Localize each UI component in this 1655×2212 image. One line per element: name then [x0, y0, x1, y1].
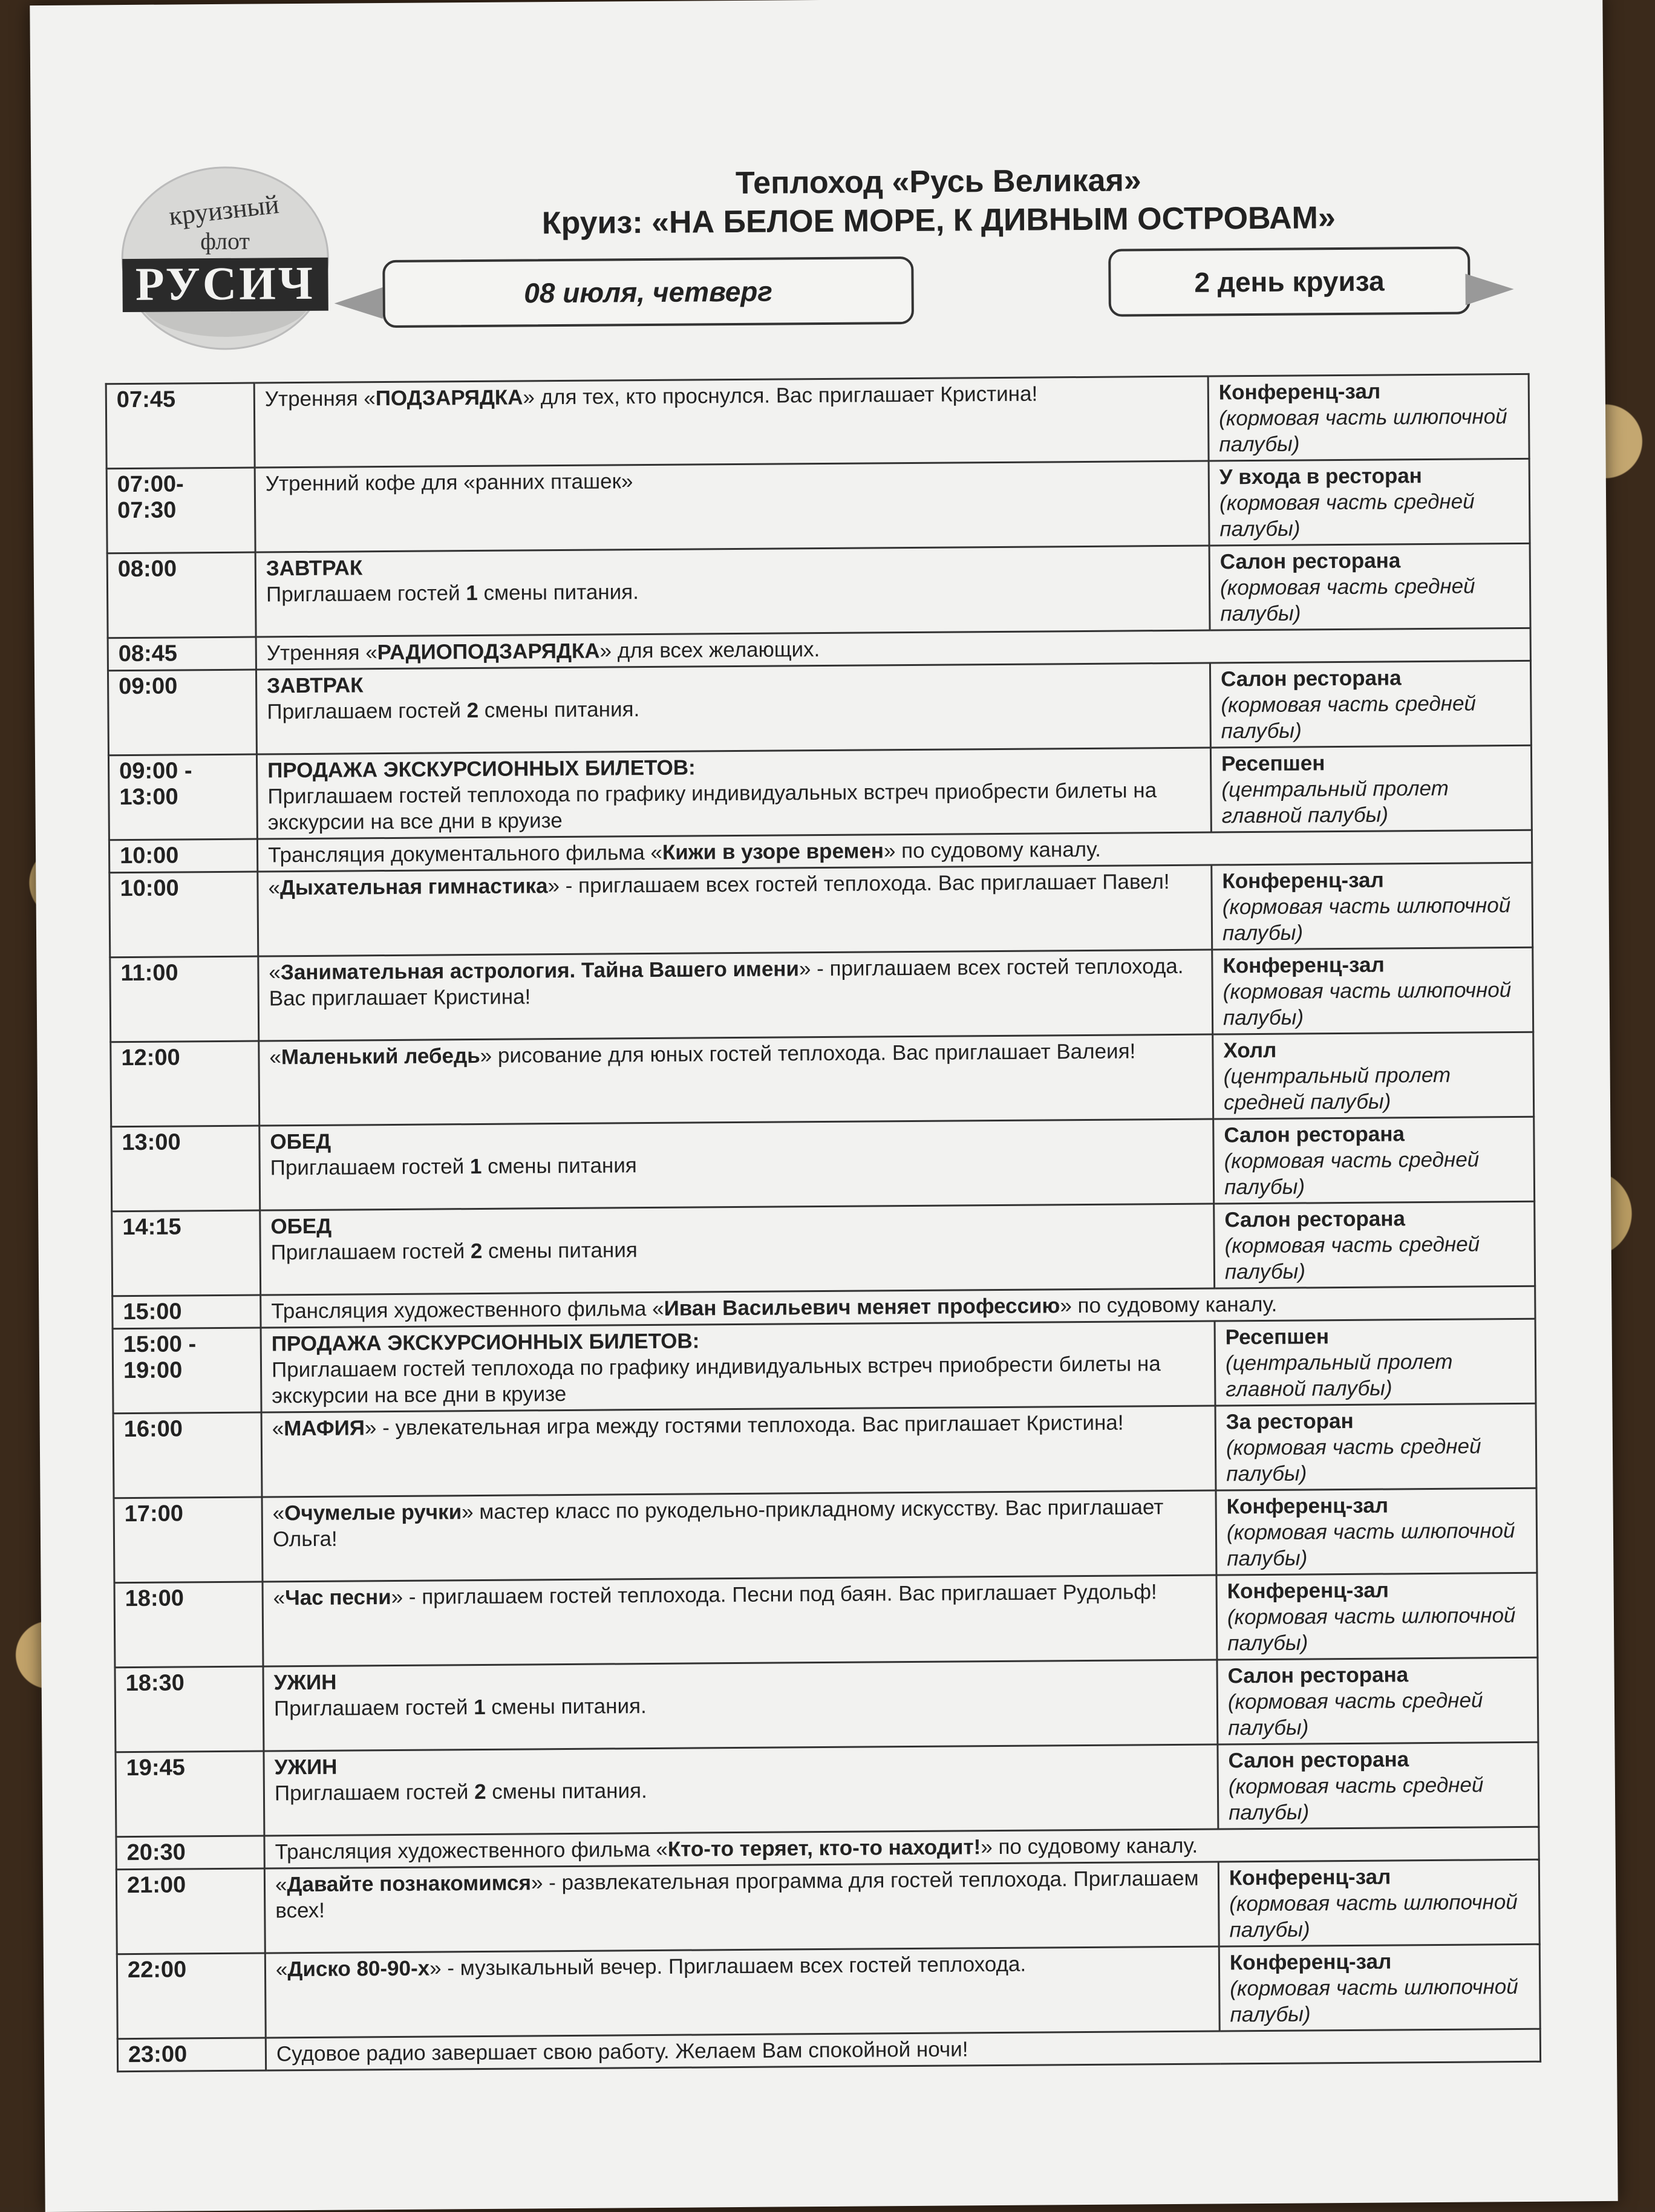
event-highlight: Диско 80-90-х: [287, 1956, 430, 1982]
row-time: [108, 670, 256, 755]
location-name: Конференц-зал: [1227, 1578, 1389, 1604]
row-time: [110, 956, 259, 1042]
row-event: [262, 1490, 1216, 1582]
event-text-tail: » мастер класс по рукодельно-прикладному искусству. Вас приглашает Ольга!: [272, 1495, 1164, 1551]
row-location: [1214, 1201, 1535, 1288]
time-start: 14:15: [122, 1214, 181, 1241]
row-location: [1218, 1859, 1539, 1946]
event-text: Приглашаем гостей теплохода по графику индивидуальных встреч приобрести билеты на экскурсии на все дни в круизе: [267, 778, 1157, 835]
event-highlight: Маленький лебедь: [281, 1043, 480, 1069]
rusich-logo: [109, 161, 341, 356]
location-detail: (центральный пролет главной палубы): [1221, 776, 1449, 828]
schedule-row: [110, 947, 1533, 1042]
location-detail: (кормовая часть средней палубы): [1224, 1232, 1480, 1284]
location-name: Салон ресторана: [1219, 549, 1401, 574]
row-location: [1209, 458, 1530, 546]
row-time: [107, 552, 256, 638]
row-time: [108, 637, 256, 671]
row-location: [1215, 1319, 1536, 1406]
schedule-sheet: [30, 0, 1617, 2212]
schedule-row: [109, 863, 1533, 957]
row-event: [261, 1406, 1216, 1497]
location-detail: (кормовая часть средней палубы): [1228, 1773, 1484, 1825]
event-description: [268, 834, 1521, 868]
row-time: [113, 1328, 261, 1414]
location-detail: (кормовая часть шлюпочной палубы): [1229, 1890, 1518, 1942]
schedule-row: [117, 1944, 1540, 2038]
time-end: 13:00: [119, 784, 178, 811]
event-text: Приглашаем гостей: [266, 581, 466, 607]
event-text: «: [272, 1501, 285, 1525]
event-text-tail: » - приглашаем гостей теплохода. Песни под баян. Вас приглашает Рудольф!: [391, 1580, 1157, 1610]
row-event: [256, 748, 1211, 839]
time-end: 19:00: [123, 1357, 183, 1384]
event-description: [268, 869, 1201, 901]
time-end: 07:30: [117, 497, 177, 524]
schedule-row: [113, 1403, 1536, 1498]
location-name: Конференц-зал: [1229, 1865, 1391, 1890]
time-start: 16:00: [123, 1416, 183, 1443]
time-start: 18:30: [125, 1670, 185, 1697]
time-start: 23:00: [128, 2041, 188, 2068]
location-detail: (кормовая часть средней палубы): [1221, 691, 1477, 743]
event-text-tail: » - приглашаем всех гостей теплохода. Вас приглашает Кристина!: [269, 954, 1184, 1011]
row-time: [106, 468, 255, 553]
row-location: [1219, 1944, 1540, 2031]
location-name: За ресторан: [1226, 1409, 1354, 1434]
event-text: «: [275, 1957, 288, 1982]
event-text-tail: смены питания.: [477, 580, 639, 605]
location-name: Конференц-зал: [1218, 379, 1381, 405]
time-start: 07:45: [116, 387, 176, 413]
location-name: Салон ресторана: [1224, 1207, 1406, 1232]
event-description: [273, 1494, 1206, 1553]
event-text: Приглашаем гостей: [267, 699, 467, 724]
location-detail: (кормовая часть шлюпочной палубы): [1218, 405, 1507, 457]
row-location: [1217, 1657, 1538, 1744]
event-text-tail: смены питания.: [486, 1779, 647, 1804]
location-detail: (кормовая часть шлюпочной палубы): [1230, 1975, 1518, 2027]
event-description: [269, 953, 1202, 1012]
event-highlight: ПОДЗАРЯДКА: [375, 385, 523, 411]
time-start: 08:45: [118, 641, 178, 667]
left-arrow-decoration: [335, 287, 383, 319]
row-location: [1208, 374, 1529, 461]
row-time: [106, 383, 255, 469]
time-start: 07:00-: [117, 471, 184, 498]
event-description: [273, 1579, 1206, 1611]
event-heading: ПРОДАЖА ЭКСКУРСИОННЫХ БИЛЕТОВ:: [267, 755, 696, 783]
event-text: «: [273, 1586, 286, 1610]
time-start: 11:00: [120, 960, 178, 987]
schedule-row: [107, 543, 1530, 638]
event-highlight: Очумелые ручки: [284, 1500, 462, 1525]
row-location: [1210, 661, 1531, 748]
event-highlight: Давайте познакомимся: [287, 1871, 532, 1897]
event-highlight: Занимательная астрология. Тайна Вашего имени: [280, 957, 800, 985]
event-text-tail: » по судовому каналу.: [883, 837, 1102, 863]
logo-sub-text: флот: [200, 227, 250, 255]
event-text-tail: » - музыкальный вечер. Приглашаем всех гостей теплохода.: [429, 1952, 1027, 1980]
row-event: [254, 376, 1209, 468]
event-highlight: МАФИЯ: [284, 1416, 365, 1441]
location-name: Ресепшен: [1221, 751, 1325, 776]
schedule-row: [115, 1657, 1538, 1752]
event-highlight: 1: [466, 581, 478, 605]
row-event: [259, 1034, 1213, 1126]
logo-top-text: круизный: [167, 189, 281, 231]
location-name: Конференц-зал: [1226, 1493, 1389, 1519]
location-detail: (кормовая часть средней палубы): [1227, 1688, 1483, 1740]
event-highlight: Иван Васильевич меняет профессию: [664, 1294, 1060, 1320]
event-text-tail: смены питания: [481, 1153, 637, 1178]
row-time: [111, 1041, 260, 1127]
schedule-row: [116, 1742, 1539, 1836]
event-text-tail: смены питания: [482, 1238, 638, 1263]
location-detail: (кормовая часть средней палубы): [1219, 574, 1475, 626]
location-name: Конференц-зал: [1229, 1949, 1392, 1975]
event-text: Утренний кофе для «ранних пташек»: [265, 469, 633, 496]
event-description: [275, 1830, 1528, 1865]
schedule-table: [105, 373, 1541, 2072]
event-description: [272, 1409, 1205, 1442]
row-location: [1218, 1742, 1539, 1829]
rusich-logo-graphic: [109, 161, 341, 356]
location-detail: (кормовая часть средней палубы): [1224, 1147, 1480, 1199]
row-event: [260, 1204, 1215, 1295]
location-name: Конференц-зал: [1222, 868, 1384, 893]
event-text: Приглашаем гостей: [273, 1695, 474, 1721]
event-highlight: РАДИОПОДЗАРЯДКА: [377, 639, 600, 665]
event-text: Приглашаем гостей теплохода по графику индивидуальных встреч приобрести билеты на экскурсии на все дни в круизе: [271, 1352, 1161, 1408]
time-start: 10:00: [119, 843, 179, 869]
schedule-row: [113, 1319, 1536, 1413]
schedule-row: [106, 458, 1530, 553]
row-time: [116, 1751, 264, 1837]
schedule-row: [112, 1201, 1535, 1296]
location-detail: (кормовая часть средней палубы): [1219, 489, 1475, 541]
row-location: [1212, 863, 1533, 950]
row-event: [255, 546, 1210, 637]
row-event: [263, 1660, 1218, 1751]
row-time: [115, 1666, 264, 1752]
event-heading: ОБЕД: [270, 1129, 331, 1154]
row-location: [1209, 543, 1530, 630]
event-text-tail: смены питания.: [485, 1694, 647, 1719]
event-description: [272, 1351, 1205, 1409]
event-heading: ПРОДАЖА ЭКСКУРСИОННЫХ БИЛЕТОВ:: [271, 1329, 700, 1356]
time-start: 09:00: [119, 673, 178, 700]
row-time: [116, 1868, 265, 1954]
event-heading: ОБЕД: [270, 1214, 332, 1239]
event-text-tail: » по судовому каналу.: [981, 1833, 1198, 1859]
location-detail: (центральный пролет средней палубы): [1223, 1063, 1451, 1115]
event-text-tail: » - развлекательная программа для гостей теплохода. Приглашаем всех!: [275, 1866, 1199, 1923]
schedule-row: [114, 1488, 1537, 1582]
title-block: [424, 159, 1453, 244]
event-text-tail: » для тех, кто проснулся. Вас приглашает Кристина!: [523, 382, 1038, 409]
event-highlight: 1: [474, 1695, 486, 1720]
time-start: 19:45: [126, 1755, 185, 1781]
event-text: Трансляция художественного фильма «: [275, 1837, 668, 1864]
time-start: 13:00: [122, 1129, 181, 1156]
event-text: Приглашаем гостей: [274, 1780, 475, 1806]
schedule-row: [108, 745, 1532, 840]
cruise-title: Круиз: «НА БЕЛОЕ МОРЕ, К ДИВНЫМ ОСТРОВАМ»: [541, 200, 1336, 241]
location-name: Салон ресторана: [1228, 1747, 1409, 1773]
time-start: 17:00: [124, 1501, 184, 1527]
event-highlight: Час песни: [285, 1585, 391, 1610]
location-detail: (кормовая часть шлюпочной палубы): [1227, 1604, 1516, 1656]
row-time: [109, 839, 257, 873]
schedule-row: [116, 1859, 1539, 1954]
row-time: [109, 872, 258, 958]
row-time: [111, 1126, 260, 1212]
event-text: Трансляция документального фильма «: [267, 840, 663, 867]
row-event: [265, 1946, 1219, 2038]
event-text: Утренняя «: [266, 641, 377, 665]
event-text: Утренняя «: [264, 387, 376, 411]
time-start: 12:00: [121, 1045, 180, 1071]
time-start: 15:00 -: [123, 1331, 197, 1358]
location-name: Холл: [1223, 1038, 1277, 1063]
location-detail: (центральный пролет главной палубы): [1225, 1349, 1453, 1401]
event-text-tail: » для всех желающих.: [599, 638, 820, 663]
event-text: Трансляция художественного фильма «: [271, 1296, 664, 1323]
location-name: У входа в ресторан: [1219, 464, 1422, 489]
row-location: [1216, 1488, 1537, 1575]
event-description: [276, 2032, 1530, 2067]
location-detail: (кормовая часть средней палубы): [1226, 1434, 1481, 1486]
row-time: [117, 2038, 266, 2072]
row-time: [114, 1497, 263, 1583]
row-location: [1215, 1403, 1536, 1490]
row-event: [261, 1321, 1215, 1412]
event-text: «: [269, 961, 281, 985]
event-highlight: 2: [474, 1780, 486, 1804]
schedule-row: [108, 661, 1531, 755]
row-time: [108, 754, 257, 840]
row-time: [113, 1412, 262, 1498]
event-highlight: Дыхательная гимнастика: [279, 874, 548, 900]
event-highlight: 2: [470, 1239, 483, 1264]
location-detail: (кормовая часть шлюпочной палубы): [1226, 1519, 1515, 1571]
event-text-tail: » - приглашаем всех гостей теплохода. Вас приглашает Павел!: [547, 870, 1170, 898]
location-name: Салон ресторана: [1227, 1663, 1409, 1688]
row-event: [264, 1862, 1219, 1953]
row-event: [263, 1575, 1217, 1666]
date-badge: 08 июля, четверг: [382, 256, 914, 328]
cruise-day-badge: 2 день круиза: [1108, 247, 1471, 317]
row-event: [258, 950, 1213, 1041]
event-highlight: Кто-то теряет, кто-то находит!: [667, 1835, 981, 1861]
row-location: [1212, 947, 1533, 1034]
row-event: [260, 1119, 1214, 1210]
event-text: Судовое радио завершает свою работу. Желаем Вам спокойной ночи!: [276, 2037, 968, 2066]
event-text: «: [275, 1873, 287, 1897]
row-time: [112, 1210, 261, 1296]
row-time: [113, 1295, 261, 1329]
event-text-tail: смены питания.: [478, 697, 640, 722]
event-text-tail: » - увлекательная игра между гостями теплохода. Вас приглашает Кристина!: [364, 1411, 1124, 1440]
event-highlight: 1: [469, 1154, 482, 1179]
event-highlight: 2: [466, 698, 479, 723]
event-text-tail: » по судовому каналу.: [1060, 1292, 1278, 1318]
ship-title: Теплоход «Русь Великая»: [735, 163, 1141, 201]
row-event: [255, 461, 1209, 552]
row-location: [1213, 1032, 1534, 1119]
event-description: [275, 1865, 1209, 1924]
event-text: Приглашаем гостей: [270, 1155, 471, 1180]
event-text: «: [272, 1417, 284, 1441]
schedule-row: [111, 1117, 1535, 1211]
event-heading: ЗАВТРАК: [266, 556, 363, 581]
time-start: 09:00 -: [119, 758, 192, 785]
time-start: 08:00: [117, 556, 177, 582]
location-detail: (кормовая часть шлюпочной палубы): [1222, 978, 1512, 1030]
event-heading: УЖИН: [274, 1755, 338, 1780]
event-text: Приглашаем гостей: [270, 1239, 471, 1265]
event-text: «: [269, 1045, 282, 1069]
time-start: 10:00: [120, 875, 179, 902]
row-time: [117, 1953, 266, 2039]
event-text: «: [268, 876, 281, 900]
location-name: Конференц-зал: [1222, 953, 1385, 978]
schedule-body: [106, 374, 1540, 2071]
row-time: [114, 1582, 263, 1668]
location-detail: (кормовая часть шлюпочной палубы): [1222, 893, 1511, 945]
time-start: 20:30: [126, 1839, 186, 1866]
event-description: [269, 1038, 1202, 1071]
row-location: [1210, 745, 1532, 832]
row-event: [256, 663, 1210, 754]
event-text-tail: » рисование для юных гостей теплохода. Вас приглашает Валеия!: [480, 1039, 1136, 1068]
event-description: [267, 777, 1201, 836]
row-location: [1213, 1117, 1535, 1204]
right-arrow-decoration: [1465, 273, 1513, 305]
schedule-row: [114, 1573, 1538, 1667]
event-description: [266, 465, 1198, 497]
event-heading: ЗАВТРАК: [267, 673, 364, 698]
event-heading: УЖИН: [273, 1670, 337, 1695]
event-description: [265, 380, 1198, 413]
schedule-row: [106, 374, 1529, 468]
location-name: Ресепшен: [1225, 1325, 1330, 1349]
time-start: 21:00: [126, 1872, 186, 1899]
row-event: [264, 1744, 1218, 1836]
event-description: [276, 1950, 1209, 1983]
row-event: [258, 865, 1212, 956]
location-name: Салон ресторана: [1220, 666, 1402, 691]
row-location: [1216, 1573, 1538, 1660]
event-description: [271, 1290, 1524, 1324]
event-description: [267, 631, 1520, 666]
time-start: 22:00: [127, 1957, 187, 1983]
row-time: [116, 1836, 264, 1870]
time-start: 15:00: [123, 1299, 182, 1325]
schedule-row: [111, 1032, 1534, 1126]
event-highlight: Кижи в узоре времен: [662, 839, 884, 864]
logo-brand-text: РУСИЧ: [135, 256, 316, 310]
time-start: 18:00: [125, 1585, 184, 1612]
location-name: Салон ресторана: [1224, 1122, 1405, 1147]
